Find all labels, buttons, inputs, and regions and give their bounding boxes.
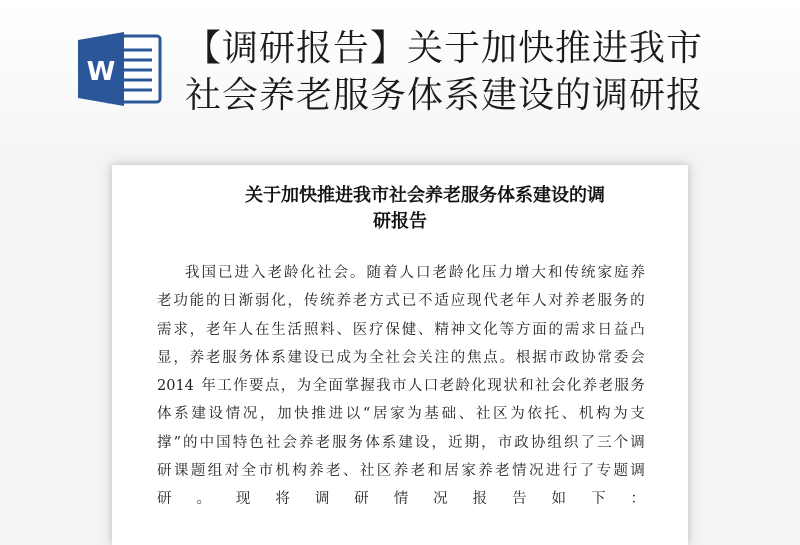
body-line: 我 国 已 进 入 老 龄 化 社 会 。 随 着 人 口 老 龄 化 压 力 增 大 和 传 统 家 庭 养 [185, 265, 645, 281]
word-icon [76, 28, 166, 108]
page-title-line-1: 【调研报告】关于加快推进我市 [185, 28, 704, 69]
body-line: 体 系 建 设 情 况 ， 加 快 推 进 以 “ 居 家 为 基 础 、 社 区 为 依 托 、 机 构 为 支 [157, 406, 645, 423]
body-line-last: 研 。 现 将 调 研 情 况 报 告 如 下 ： [157, 491, 645, 508]
page-title [185, 25, 785, 119]
document-body [157, 259, 645, 514]
header-banner [0, 0, 800, 150]
body-line: 老 功 能 的 日 渐 弱 化 ， 传 统 养 老 方 式 已 不 适 应 现 代 老 年 人 对 养 老 服 务 的 [157, 293, 645, 310]
body-line: 需 求 ， 老 年 人 在 生 活 照 料 、 医 疗 保 健 、 精 神 文 化 等 方 面 的 需 求 日 益 凸 [157, 321, 645, 338]
document-title-line-1: 关于加快推进我市社会养老服务体系建设的调 [245, 185, 605, 206]
body-line: 撑 ” 的 中 国 特 色 社 会 养 老 服 务 体 系 建 设 ， 近 期 ， 市 政 协 组 织 了 三 个 调 [157, 434, 645, 451]
word-icon-letter: W [86, 57, 116, 87]
page-title-line-2: 社会养老服务体系建设的调研报 [185, 75, 704, 116]
document-page [112, 165, 688, 545]
body-line: 2014 年 工 作 要 点 ， 为 全 面 掌 握 我 市 人 口 老 龄 化 现 状 和 社 会 化 养 老 服 务 [157, 378, 645, 395]
body-line: 研 课 题 组 对 全 市 机 构 养 老 、 社 区 养 老 和 居 家 养 老 情 况 进 行 了 专 题 调 [157, 463, 645, 480]
document-title-line-2: 研报告 [373, 211, 427, 232]
document-title [112, 183, 688, 235]
body-line: 显 ， 养 老 服 务 体 系 建 设 已 成 为 全 社 会 关 注 的 焦 点 。 根 据 市 政 协 常 委 会 [157, 349, 645, 366]
